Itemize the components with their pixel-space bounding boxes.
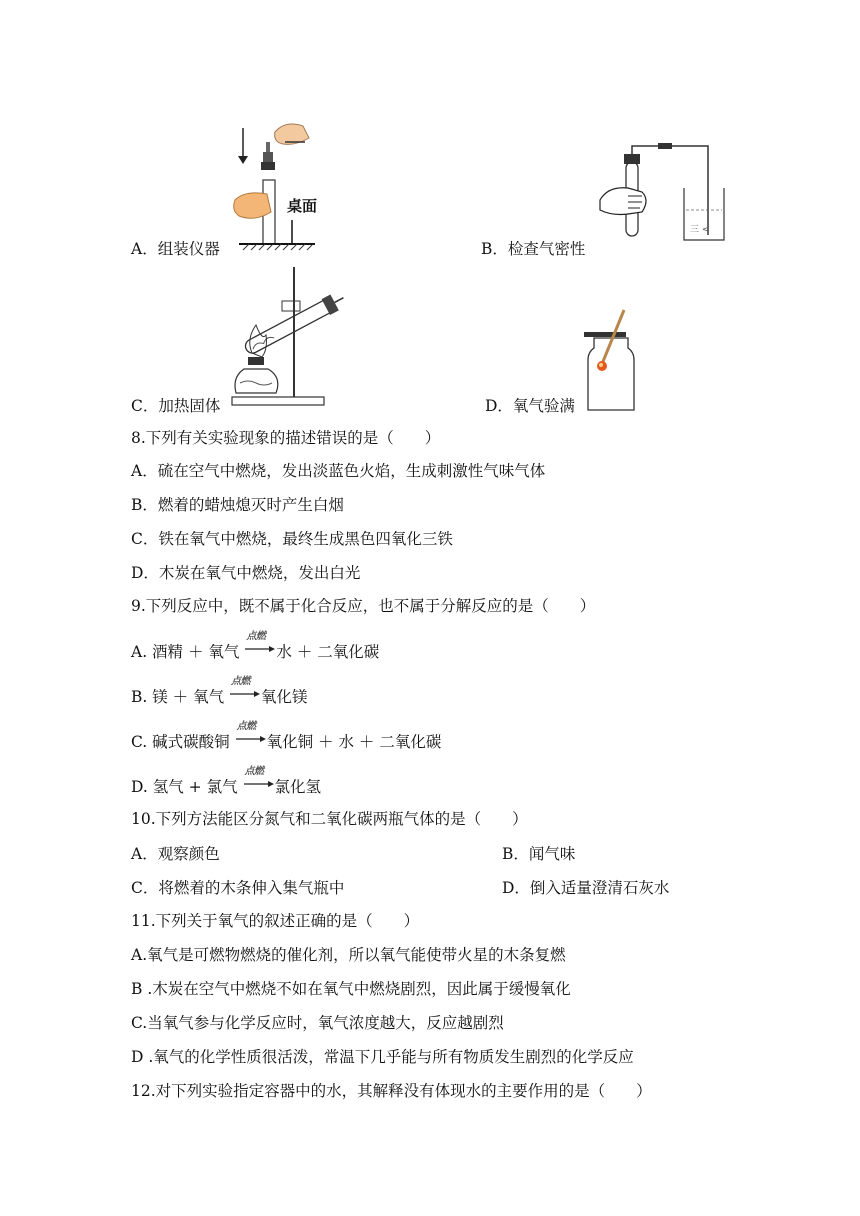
q11-option-b: B .木炭在空气中燃烧不如在氧气中燃烧剧烈，因此属于缓慢氧化 bbox=[131, 980, 571, 998]
q12-stem: 12.对下列实验指定容器中的水，其解释没有体现水的主要作用的是（ ） bbox=[131, 1082, 652, 1100]
q9-option-d bbox=[131, 766, 322, 797]
q10-option-b: B．闻气味 bbox=[502, 845, 576, 863]
q7-option-a: A．组装仪器 bbox=[131, 240, 220, 258]
q9-option-a bbox=[131, 631, 380, 662]
reaction-arrow bbox=[244, 766, 274, 794]
q9-option-c bbox=[131, 721, 442, 752]
q7-option-b: B．检查气密性 bbox=[481, 240, 586, 258]
q8-option-d: D．木炭在氧气中燃烧，发出白光 bbox=[131, 564, 361, 582]
q10-option-a: A．观察颜色 bbox=[131, 845, 220, 863]
reaction-condition: 点燃 bbox=[236, 721, 256, 732]
figure-oxygen-full-check bbox=[580, 308, 640, 413]
svg-text:三 <: 三 < bbox=[690, 225, 710, 235]
reaction-condition: 点燃 bbox=[244, 766, 264, 777]
q9-a-reactants: A. 酒精 ＋ 氧气 bbox=[131, 643, 240, 661]
q10-option-c: C．将燃着的木条伸入集气瓶中 bbox=[131, 879, 345, 897]
q10-stem: 10.下列方法能区分氮气和二氧化碳两瓶气体的是（ ） bbox=[131, 810, 528, 828]
q9-stem: 9.下列反应中，既不属于化合反应，也不属于分解反应的是（ ） bbox=[131, 597, 596, 615]
figure-check-airtightness bbox=[598, 140, 728, 245]
q9-c-reactants: C. 碱式碳酸铜 bbox=[131, 733, 230, 751]
q9-b-reactants: B. 镁 ＋ 氧气 bbox=[131, 688, 225, 706]
q9-d-products: 氯化氢 bbox=[274, 778, 322, 796]
q8-stem: 8.下列有关实验现象的描述错误的是（ ） bbox=[131, 429, 441, 447]
reaction-condition: 点燃 bbox=[231, 676, 251, 687]
q8-option-b: B．燃着的蜡烛熄灭时产生白烟 bbox=[131, 496, 344, 514]
q8-option-c: C．铁在氧气中燃烧，最终生成黑色四氧化三铁 bbox=[131, 530, 453, 548]
q10-option-d: D．倒入适量澄清石灰水 bbox=[502, 879, 670, 897]
figure-heat-solid bbox=[226, 265, 354, 410]
figure-assemble-apparatus bbox=[225, 120, 335, 260]
reaction-condition: 点燃 bbox=[246, 631, 266, 642]
desk-label: 桌面 bbox=[287, 197, 318, 215]
reaction-arrow bbox=[230, 676, 260, 704]
q11-stem: 11.下列关于氧气的叙述正确的是（ ） bbox=[131, 912, 420, 930]
reaction-arrow bbox=[236, 721, 266, 749]
q11-option-a: A.氧气是可燃物燃烧的催化剂，所以氧气能使带火星的木条复燃 bbox=[131, 946, 566, 964]
q11-option-c: C.当氧气参与化学反应时，氧气浓度越大，反应越剧烈 bbox=[131, 1014, 504, 1032]
q7-option-c: C．加热固体 bbox=[131, 397, 221, 415]
reaction-arrow bbox=[245, 631, 275, 659]
q9-b-products: 氧化镁 bbox=[261, 688, 308, 706]
q8-option-a: A．硫在空气中燃烧，发出淡蓝色火焰，生成刺激性气味气体 bbox=[131, 462, 546, 480]
q7-option-d: D．氧气验满 bbox=[485, 397, 575, 415]
q9-a-products: 水 ＋ 二氧化碳 bbox=[276, 643, 380, 661]
q9-option-b bbox=[131, 676, 308, 707]
q9-d-reactants: D. 氢气 + 氯气 bbox=[131, 778, 238, 796]
q9-c-products: 氧化铜 ＋ 水 ＋ 二氧化碳 bbox=[266, 733, 442, 751]
q11-option-d: D .氧气的化学性质很活泼，常温下几乎能与所有物质发生剧烈的化学反应 bbox=[131, 1048, 634, 1066]
